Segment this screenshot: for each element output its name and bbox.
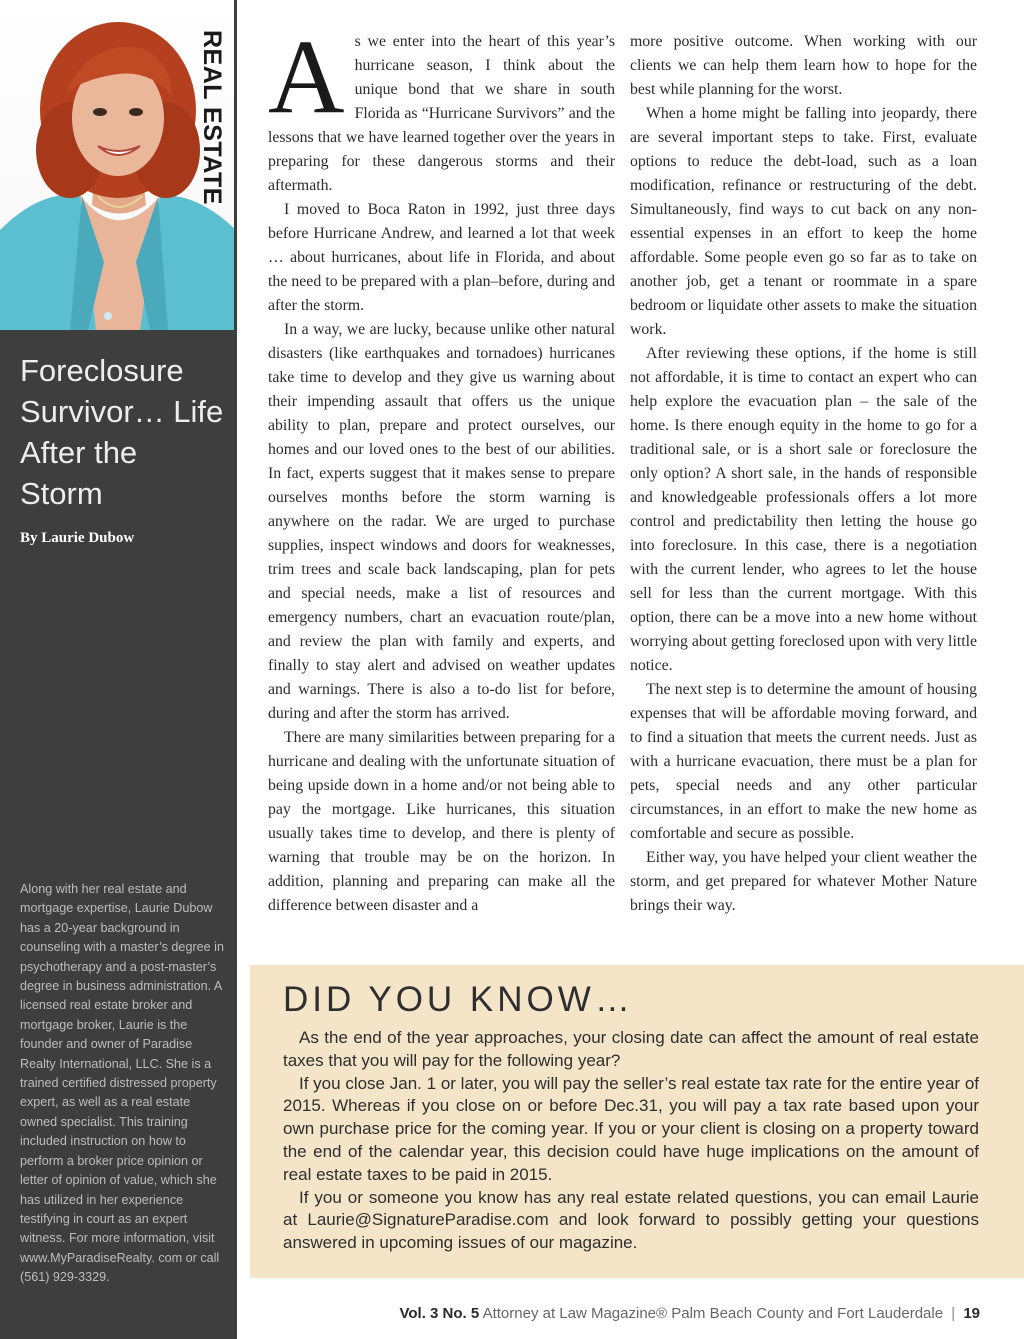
article-paragraph: In a way, we are lucky, because unlike other natural disasters (like earthquakes and tornadoes) hurricanes take time to develop and they give us warning about their impending assault that offers us the unique ability to plan, prepare and protect ourselves, our homes and our loved ones to the best of our abilities. In fact, experts suggest that it makes sense to prepare ourselves months before the storm warning is anywhere on the radar. We are urged to purchase supplies, inspect windows and doors for weaknesses, trim trees and scale back landscaping, plan for pets and special needs, make a list of resources and emergency numbers, chart an evacuation route/plan, and review the plan with family and experts, and finally to stay alert and advised on weather updates and warnings. There is also a to-do list for before, during and after the storm has arrived. [268,321,615,722]
section-label: REAL ESTATE [198,30,226,205]
did-you-know-paragraph: If you close Jan. 1 or later, you will pay the seller’s real estate tax rate for the entire year of 2015. Whereas if you close on or before Dec.31, you will pay a tax rate based upon your own purchase price for the coming year. If you or your client is closing on a property toward the end of the calendar year, this decision could have huge implications on the amount of real estate taxes to be paid in 2015. [283,1073,979,1184]
did-you-know-paragraph: If you or someone you know has any real estate related questions, you can email Laurie at Laurie@SignatureParadise.com and look forward to possibly getting your questions answered in upcoming issues of our magazine. [283,1187,979,1253]
did-you-know-box [250,965,1024,1278]
publication-name: Attorney at Law Magazine® Palm Beach County and Fort Lauderdale [482,1305,944,1322]
did-you-know-body [283,1027,979,1255]
article-paragraph: The next step is to determine the amount of housing expenses that will be affordable moving forward, and to find a situation that meets the current needs. Just as with a hurricane evacuation, there must be a plan for pets, special needs and any other particular circumstances, in an effort to make the new home as comfortable and secure as possible. [630,681,977,842]
article-column-2 [630,30,977,918]
article-paragraph: I moved to Boca Raton in 1992, just three days before Hurricane Andrew, and learned a lot that week … about hurricanes, about life in Florida, and about the need to be prepared with a plan–before, during and after the storm. [268,201,615,314]
byline: By Laurie Dubow [20,530,135,546]
author-bio: Along with her real estate and mortgage expertise, Laurie Dubow has a 20-year background in counseling with a master’s degree in psychotherapy and a post-master’s degree in business administration. A licensed real estate broker and mortgage broker, Laurie is the founder and owner of Paradise Realty International, LLC. She is a trained certified distressed property expert, as well as a real estate owned specialist. This training included instruction on how to perform a broker price opinion or letter of opinion of value, which she has utilized in her experience testifying in court as an expert witness. For more information, visit www.MyParadiseRealty. com or call (561) 929-3329. [20,882,224,1285]
article-title: Foreclosure Survivor… Life After the Storm [20,353,224,511]
page-number: 19 [963,1305,980,1322]
article-column-1 [268,18,615,918]
did-you-know-title: DID YOU KNOW… [283,980,634,1019]
page-footer [399,1305,980,1322]
article-paragraph: When a home might be falling into jeopardy, there are several important steps to take. First, evaluate options to reduce the debt-load, such as a loan modification, refinance or restructuring of the debt. Simultaneously, find ways to cut back on any non-essential expenses in an effort to keep the home affordable. Some people even go so far as to take on another job, get a tenant or roommate in a spare bedroom or liquidate other assets to make the situation work. [630,105,977,338]
article-paragraph: Either way, you have helped your client weather the storm, and get prepared for whatever Mother Nature brings their way. [630,849,977,914]
article-paragraph: more positive outcome. When working with our clients we can help them learn how to hope for the best while planning for the worst. [630,33,977,98]
article-paragraph: After reviewing these options, if the home is still not affordable, it is time to contact an expert who can help explore the evacuation plan – the sale of the home. Is there enough equity in the home to go for a traditional sale, or is a short sale or foreclosure the only option? A short sale, in the hands of responsible and knowledgeable professionals offers a lot more control and predictability then letting the house go into foreclosure. In this case, there is a negotiation with the current lender, who agrees to let the house sell for less than the current mortgage. With this option, there can be a move into a new home without worrying about getting foreclosed upon with very little notice. [630,345,978,674]
sidebar-divider [234,0,237,1339]
footer-separator: | [951,1305,956,1322]
drop-cap: A [268,18,345,135]
did-you-know-paragraph: As the end of the year approaches, your closing date can affect the amount of real estate taxes that you will pay for the following year? [283,1028,979,1070]
article-paragraph: There are many similarities between preparing for a hurricane and dealing with the unfortunate situation of being upside down in a home and/or not being able to pay the mortgage. Like hurricanes, this situation usually takes time to develop, and there is plenty of warning that trouble may be on the horizon. In addition, planning and preparing can make all the difference between disaster and a [268,729,615,914]
article-paragraph: As we enter into the heart of this year’s hurricane season, I think about the unique bond that we share in south Florida as “Hurricane Survivors” and the lessons that we have learned together over the years in preparing for these dangerous storms and their aftermath. [268,18,615,194]
volume-number: Vol. 3 No. 5 [399,1305,480,1322]
